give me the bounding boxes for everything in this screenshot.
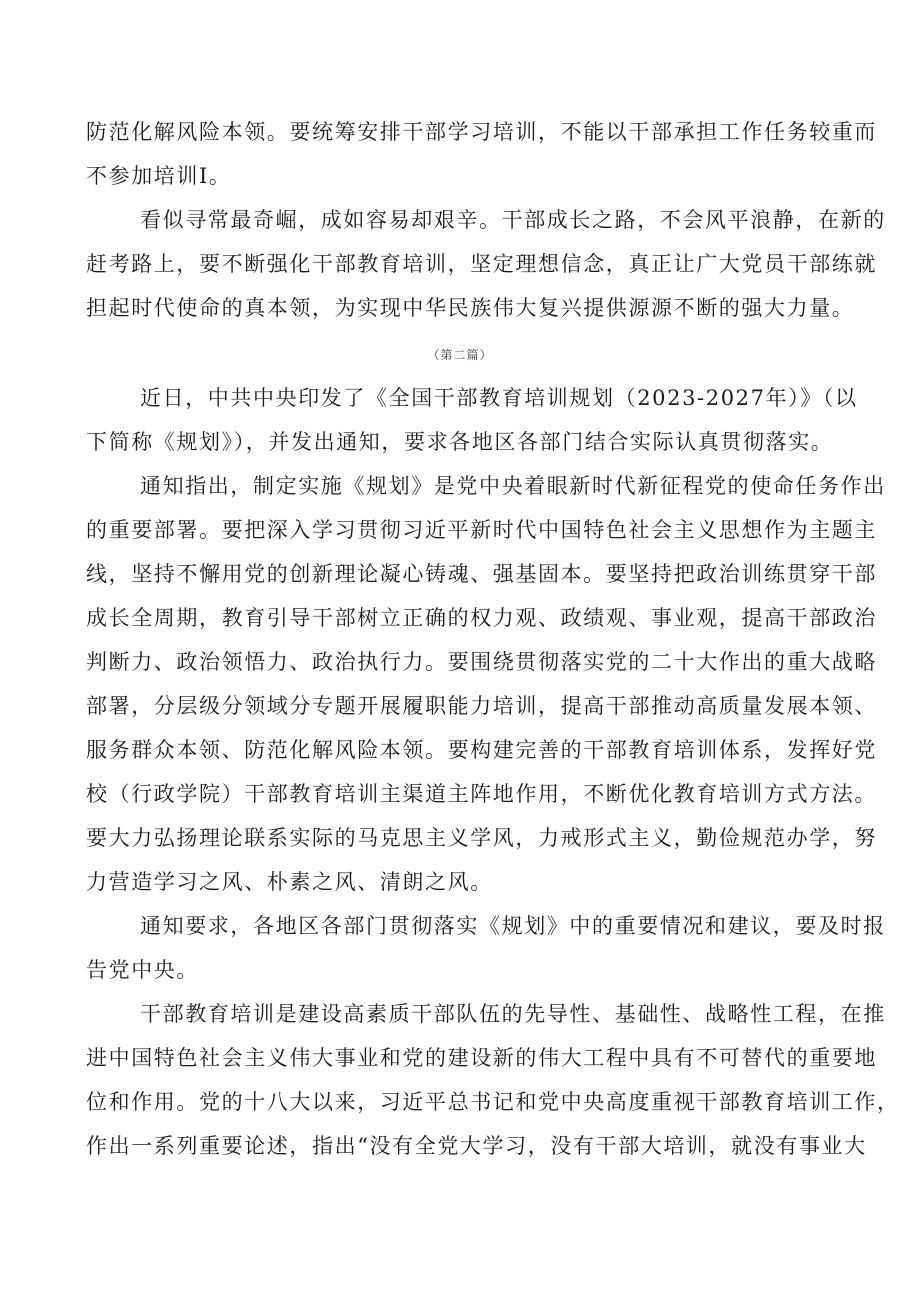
section-title: （第二篇） xyxy=(427,348,493,362)
paragraph-line: 告党中央。 xyxy=(86,958,199,982)
paragraph-line: 近日，中共中央印发了《全国干部教育培训规划（2023-2027年）》（以 xyxy=(140,386,858,410)
paragraph-line: 赶考路上，要不断强化干部教育培训，坚定理想信念，真正让广大党员干部练就 xyxy=(86,252,877,276)
paragraph-line: 位和作用。党的十八大以来，习近平总书记和党中央高度重视干部教育培训工作， xyxy=(86,1090,900,1114)
paragraph-line: 力营造学习之风、朴素之风、清朗之风。 xyxy=(86,870,493,894)
paragraph-line: 作出一系列重要论述，指出“没有全党大学习，没有干部大培训，就没有事业大 xyxy=(86,1134,867,1158)
paragraph-line: 担起时代使命的真本领，为实现中华民族伟大复兴提供源源不断的强大力量。 xyxy=(86,296,855,320)
paragraph-line: 看似寻常最奇崛，成如容易却艰辛。干部成长之路，不会风平浪静，在新的 xyxy=(140,208,886,232)
paragraph-line: 防范化解风险本领。要统筹安排干部学习培训，不能以干部承担工作任务较重而 xyxy=(86,120,877,144)
paragraph-line: 干部教育培训是建设高素质干部队伍的先导性、基础性、战略性工程，在推 xyxy=(140,1002,886,1026)
paragraph-line: 要大力弘扬理论联系实际的马克思主义学风，力戒形式主义，勤俭规范办学，努 xyxy=(86,826,877,850)
paragraph-line: 成长全周期，教育引导干部树立正确的权力观、政绩观、事业观，提高干部政治 xyxy=(86,606,877,630)
paragraph-line: 不参加培训I。 xyxy=(86,164,232,188)
paragraph-line: 通知要求，各地区各部门贯彻落实《规划》中的重要情况和建议，要及时报 xyxy=(140,914,886,938)
paragraph-line: 校（行政学院）干部教育培训主渠道主阵地作用，不断优化教育培训方式方法。 xyxy=(86,782,877,806)
paragraph-line: 下简称《规划》），并发出通知，要求各地区各部门结合实际认真贯彻落实。 xyxy=(86,430,834,454)
paragraph-line: 服务群众本领、防范化解风险本领。要构建完善的干部教育培训体系，发挥好党 xyxy=(86,738,877,762)
paragraph-line: 通知指出，制定实施《规划》是党中央着眼新时代新征程党的使命任务作出 xyxy=(140,474,886,498)
paragraph-line: 部署，分层级分领域分专题开展履职能力培训，提高干部推动高质量发展本领、 xyxy=(86,694,877,718)
paragraph-line: 判断力、政治领悟力、政治执行力。要围绕贯彻落实党的二十大作出的重大战略 xyxy=(86,650,877,674)
paragraph-line: 的重要部署。要把深入学习贯彻习近平新时代中国特色社会主义思想作为主题主 xyxy=(86,518,877,542)
paragraph-line: 线，坚持不懈用党的创新理论凝心铸魂、强基固本。要坚持把政治训练贯穿干部 xyxy=(86,562,877,586)
paragraph-line: 进中国特色社会主义伟大事业和党的建设新的伟大工程中具有不可替代的重要地 xyxy=(86,1046,877,1070)
